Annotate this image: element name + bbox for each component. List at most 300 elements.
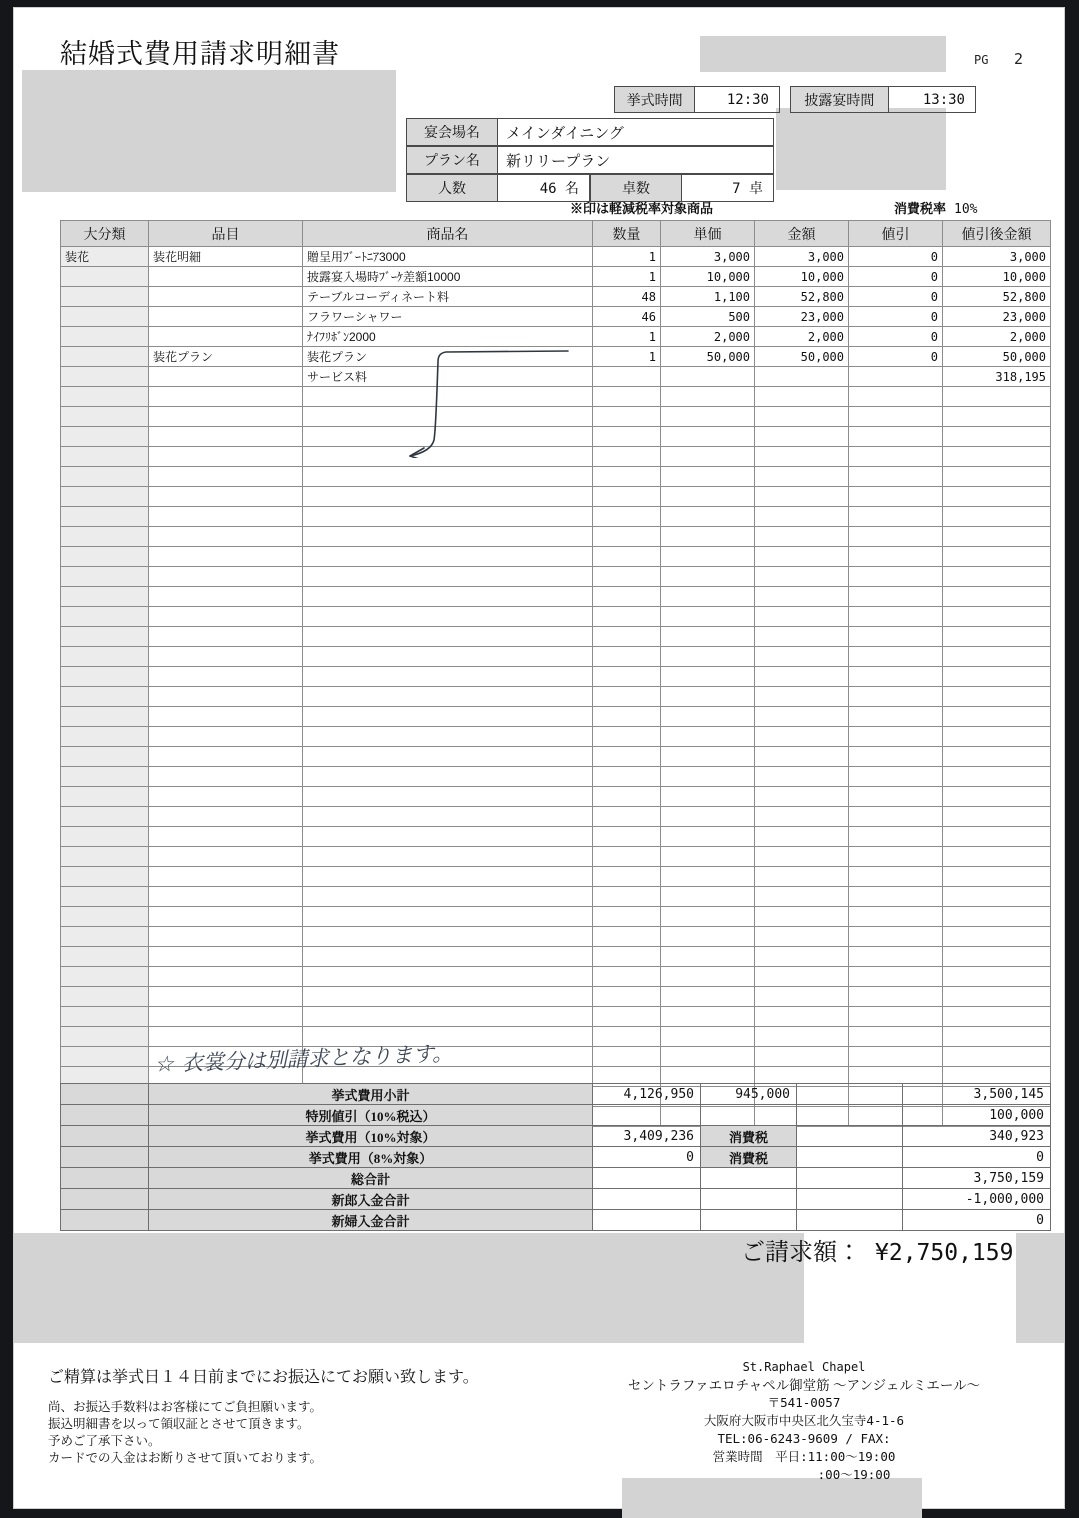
cell-empty — [593, 627, 661, 647]
cell-empty — [755, 447, 849, 467]
cell-empty — [943, 747, 1051, 767]
cell-product: サービス料 — [303, 367, 593, 387]
cell-empty — [943, 707, 1051, 727]
handwritten-star: ☆ — [153, 1051, 175, 1078]
cell-empty — [661, 627, 755, 647]
col-category: 大分類 — [61, 221, 149, 247]
page-title: 結婚式費用請求明細書 — [60, 39, 340, 69]
totals-row-label-pad — [61, 1189, 149, 1210]
cell-empty — [61, 767, 149, 787]
cell-empty — [61, 687, 149, 707]
items-table-header-row — [61, 221, 1051, 247]
cell-empty — [755, 887, 849, 907]
table-row — [61, 307, 1051, 327]
cell-empty — [593, 907, 661, 927]
table-row-empty — [61, 927, 1051, 947]
cell-empty — [755, 427, 849, 447]
cell-empty — [661, 387, 755, 407]
cell-empty — [661, 687, 755, 707]
cell-qty: 1 — [593, 267, 661, 287]
cell-after-discount: 52,800 — [943, 287, 1051, 307]
table-row-empty — [61, 587, 1051, 607]
cell-empty — [849, 767, 943, 787]
footer-notice-line: カードでの入金はお断りさせて頂いております。 — [48, 1451, 323, 1465]
cell-empty — [61, 807, 149, 827]
totals-row-value-3: 0 — [903, 1210, 1051, 1231]
table-row-empty — [61, 487, 1051, 507]
cell-empty — [661, 707, 755, 727]
cell-empty — [61, 647, 149, 667]
cell-empty — [755, 807, 849, 827]
totals-row — [61, 1147, 1051, 1168]
cell-empty — [149, 607, 303, 627]
cell-empty — [149, 727, 303, 747]
cell-empty — [661, 867, 755, 887]
table-row-empty — [61, 767, 1051, 787]
cell-empty — [303, 667, 593, 687]
cell-empty — [943, 987, 1051, 1007]
totals-row-value-1: 4,126,950 — [593, 1084, 701, 1105]
totals-row-label: 挙式費用（8%対象） — [149, 1147, 593, 1168]
cell-empty — [661, 727, 755, 747]
cell-empty — [849, 1027, 943, 1047]
cell-empty — [149, 627, 303, 647]
cell-empty — [943, 627, 1051, 647]
cell-item — [149, 267, 303, 287]
cell-empty — [149, 407, 303, 427]
field-guest-count-label: 人数 — [407, 175, 498, 201]
cell-empty — [149, 967, 303, 987]
field-table-count-label: 卓数 — [591, 175, 682, 201]
cell-empty — [149, 387, 303, 407]
cell-empty — [61, 947, 149, 967]
cell-empty — [849, 827, 943, 847]
cell-empty — [303, 547, 593, 567]
totals-row-label-pad — [61, 1210, 149, 1231]
cell-empty — [149, 687, 303, 707]
cell-empty — [593, 667, 661, 687]
cell-empty — [593, 487, 661, 507]
cell-empty — [849, 847, 943, 867]
totals-row-middle — [701, 1189, 797, 1210]
cell-empty — [149, 827, 303, 847]
totals-row-value-1 — [593, 1210, 701, 1231]
cell-empty — [849, 787, 943, 807]
field-banquet-hall-label: 宴会場名 — [407, 119, 498, 145]
field-guest-count — [406, 174, 590, 202]
totals-row-label-pad — [61, 1168, 149, 1189]
cell-empty — [593, 567, 661, 587]
cell-empty — [149, 427, 303, 447]
cell-empty — [943, 907, 1051, 927]
cell-empty — [943, 547, 1051, 567]
cell-discount — [849, 367, 943, 387]
venue-address-line: 大阪府大阪市中央区北久宝寺4-1-6 — [703, 1413, 905, 1428]
cell-empty — [303, 567, 593, 587]
totals-row-label: 総合計 — [149, 1168, 593, 1189]
redaction-block-footer — [622, 1478, 922, 1518]
cell-empty — [661, 847, 755, 867]
cell-empty — [943, 587, 1051, 607]
items-table — [60, 220, 1051, 1127]
cell-empty — [303, 807, 593, 827]
table-row-empty — [61, 687, 1051, 707]
cell-empty — [61, 507, 149, 527]
cell-empty — [849, 507, 943, 527]
cell-empty — [661, 1027, 755, 1047]
cell-empty — [593, 927, 661, 947]
tax-rate-value: 10% — [954, 202, 978, 217]
cell-empty — [755, 847, 849, 867]
cell-empty — [661, 527, 755, 547]
totals-row-value-2 — [797, 1126, 903, 1147]
cell-empty — [755, 787, 849, 807]
totals-row — [61, 1189, 1051, 1210]
col-amount: 金額 — [755, 221, 849, 247]
cell-empty — [755, 387, 849, 407]
cell-empty — [849, 627, 943, 647]
cell-empty — [661, 447, 755, 467]
totals-row-middle — [701, 1210, 797, 1231]
cell-empty — [303, 427, 593, 447]
cell-empty — [303, 727, 593, 747]
field-ceremony-time — [614, 86, 780, 113]
cell-empty — [593, 647, 661, 667]
totals-row-value-2 — [797, 1084, 903, 1105]
cell-empty — [149, 467, 303, 487]
totals-row-middle — [701, 1105, 797, 1126]
cell-after-discount: 50,000 — [943, 347, 1051, 367]
cell-empty — [61, 667, 149, 687]
billed-amount-label: ご請求額： — [741, 1240, 861, 1266]
cell-empty — [303, 707, 593, 727]
cell-empty — [943, 1047, 1051, 1067]
totals-row-value-1: 0 — [593, 1147, 701, 1168]
invoice-page — [14, 8, 1064, 1508]
cell-empty — [303, 507, 593, 527]
totals-row-value-3: 3,750,159 — [903, 1168, 1051, 1189]
cell-empty — [943, 607, 1051, 627]
cell-empty — [849, 887, 943, 907]
cell-discount: 0 — [849, 247, 943, 267]
cell-empty — [755, 1007, 849, 1027]
cell-item — [149, 367, 303, 387]
cell-item — [149, 327, 303, 347]
cell-qty: 46 — [593, 307, 661, 327]
footer-notice-main: ご精算は挙式日１４日前までにお振込にてお願い致します。 — [48, 1369, 479, 1386]
cell-empty — [149, 847, 303, 867]
cell-discount: 0 — [849, 267, 943, 287]
cell-empty — [849, 607, 943, 627]
cell-empty — [661, 407, 755, 427]
cell-empty — [303, 607, 593, 627]
cell-empty — [61, 727, 149, 747]
cell-empty — [755, 687, 849, 707]
totals-row-label: 挙式費用小計 — [149, 1084, 593, 1105]
cell-unit-price — [661, 367, 755, 387]
cell-item: 装花プラン — [149, 347, 303, 367]
cell-empty — [149, 527, 303, 547]
totals-row-label-pad — [61, 1126, 149, 1147]
table-row-empty — [61, 807, 1051, 827]
cell-empty — [849, 407, 943, 427]
cell-empty — [303, 387, 593, 407]
col-unit-price: 単価 — [661, 221, 755, 247]
cell-empty — [755, 527, 849, 547]
venue-name-jp: セントラファエロチャペル御堂筋 ～アンジェルミエール～ — [627, 1378, 981, 1393]
cell-unit-price: 3,000 — [661, 247, 755, 267]
cell-empty — [849, 647, 943, 667]
footer-notice-line: 尚、お振込手数料はお客様にてご負担願います。 — [48, 1400, 323, 1414]
cell-empty — [303, 407, 593, 427]
totals-row-value-1 — [593, 1168, 701, 1189]
cell-empty — [943, 427, 1051, 447]
cell-empty — [755, 407, 849, 427]
cell-empty — [303, 687, 593, 707]
table-row-empty — [61, 467, 1051, 487]
cell-discount: 0 — [849, 327, 943, 347]
cell-category — [61, 287, 149, 307]
cell-empty — [943, 787, 1051, 807]
cell-empty — [849, 747, 943, 767]
cell-empty — [593, 387, 661, 407]
venue-name-en: St.Raphael Chapel — [742, 1360, 866, 1374]
cell-empty — [661, 747, 755, 767]
cell-empty — [943, 767, 1051, 787]
cell-empty — [943, 827, 1051, 847]
cell-empty — [943, 1027, 1051, 1047]
cell-empty — [593, 687, 661, 707]
venue-address-line: :00～19:00 — [717, 1467, 891, 1482]
cell-empty — [661, 1047, 755, 1067]
cell-empty — [61, 907, 149, 927]
cell-empty — [61, 447, 149, 467]
cell-empty — [303, 947, 593, 967]
cell-empty — [661, 927, 755, 947]
table-row-empty — [61, 787, 1051, 807]
cell-empty — [593, 1047, 661, 1067]
col-product: 商品名 — [303, 221, 593, 247]
cell-empty — [943, 527, 1051, 547]
cell-empty — [149, 707, 303, 727]
cell-empty — [943, 807, 1051, 827]
cell-empty — [61, 787, 149, 807]
venue-address — [594, 1394, 1014, 1484]
cell-empty — [303, 587, 593, 607]
cell-qty: 1 — [593, 347, 661, 367]
cell-empty — [943, 667, 1051, 687]
table-row — [61, 367, 1051, 387]
cell-empty — [303, 787, 593, 807]
cell-empty — [593, 967, 661, 987]
cell-empty — [661, 807, 755, 827]
cell-discount: 0 — [849, 347, 943, 367]
cell-empty — [661, 467, 755, 487]
cell-item — [149, 287, 303, 307]
cell-category — [61, 367, 149, 387]
cell-empty — [149, 587, 303, 607]
cell-empty — [755, 507, 849, 527]
field-reception-time-label: 披露宴時間 — [791, 87, 889, 112]
cell-empty — [303, 487, 593, 507]
cell-empty — [661, 607, 755, 627]
cell-empty — [755, 467, 849, 487]
cell-empty — [61, 387, 149, 407]
cell-empty — [303, 647, 593, 667]
cell-amount: 50,000 — [755, 347, 849, 367]
cell-unit-price: 1,100 — [661, 287, 755, 307]
cell-amount: 23,000 — [755, 307, 849, 327]
cell-empty — [593, 587, 661, 607]
totals-row-value-1 — [593, 1189, 701, 1210]
field-guest-count-value: 46 名 — [539, 181, 579, 197]
cell-empty — [755, 827, 849, 847]
field-banquet-hall-value: メインダイニング — [506, 125, 624, 142]
cell-empty — [755, 927, 849, 947]
cell-empty — [849, 387, 943, 407]
cell-empty — [943, 947, 1051, 967]
cell-empty — [849, 547, 943, 567]
cell-empty — [149, 867, 303, 887]
totals-row-value-1 — [593, 1105, 701, 1126]
table-row-empty — [61, 987, 1051, 1007]
field-plan-name-label: プラン名 — [407, 147, 498, 173]
cell-empty — [849, 867, 943, 887]
cell-empty — [849, 707, 943, 727]
redaction-block-mid-right-1 — [776, 108, 946, 190]
totals-row-label-pad — [61, 1084, 149, 1105]
cell-empty — [661, 1007, 755, 1027]
cell-empty — [661, 547, 755, 567]
cell-empty — [661, 907, 755, 927]
cell-empty — [943, 447, 1051, 467]
cell-empty — [593, 607, 661, 627]
cell-empty — [943, 847, 1051, 867]
cell-empty — [661, 827, 755, 847]
cell-qty — [593, 367, 661, 387]
cell-after-discount: 23,000 — [943, 307, 1051, 327]
footer-notice-line: 振込明細書を以って領収証とさせて頂きます。 — [48, 1417, 310, 1431]
cell-amount: 10,000 — [755, 267, 849, 287]
cell-empty — [943, 507, 1051, 527]
cell-empty — [61, 987, 149, 1007]
table-row — [61, 347, 1051, 367]
totals-row-value-3: 100,000 — [903, 1105, 1051, 1126]
table-row-empty — [61, 447, 1051, 467]
cell-empty — [61, 627, 149, 647]
footer-notice — [48, 1364, 479, 1467]
items-table-body — [61, 247, 1051, 1127]
cell-category — [61, 327, 149, 347]
cell-empty — [661, 947, 755, 967]
cell-empty — [61, 527, 149, 547]
table-row-empty — [61, 667, 1051, 687]
cell-empty — [61, 867, 149, 887]
field-plan-name-value: 新リリープラン — [506, 153, 611, 170]
cell-empty — [943, 387, 1051, 407]
totals-row-label: 新婦入金合計 — [149, 1210, 593, 1231]
cell-empty — [149, 807, 303, 827]
totals-row-value-3: 3,500,145 — [903, 1084, 1051, 1105]
tax-rate-label: 消費税率 — [894, 201, 947, 216]
cell-empty — [755, 727, 849, 747]
cell-empty — [303, 467, 593, 487]
cell-empty — [61, 967, 149, 987]
cell-empty — [61, 827, 149, 847]
cell-unit-price: 500 — [661, 307, 755, 327]
totals-row-value-3: 340,923 — [903, 1126, 1051, 1147]
cell-unit-price: 10,000 — [661, 267, 755, 287]
cell-empty — [593, 727, 661, 747]
cell-empty — [303, 1007, 593, 1027]
col-qty: 数量 — [593, 221, 661, 247]
cell-empty — [849, 567, 943, 587]
cell-empty — [849, 947, 943, 967]
cell-qty: 48 — [593, 287, 661, 307]
cell-empty — [849, 427, 943, 447]
field-reception-time — [790, 86, 976, 113]
cell-empty — [849, 727, 943, 747]
cell-unit-price: 2,000 — [661, 327, 755, 347]
table-row-empty — [61, 907, 1051, 927]
cell-category — [61, 307, 149, 327]
totals-row-middle: 消費税 — [701, 1126, 797, 1147]
table-row-empty — [61, 727, 1051, 747]
table-row-empty — [61, 947, 1051, 967]
cell-empty — [661, 987, 755, 1007]
cell-product: 披露宴入場時ﾌﾞｰｹ差額10000 — [303, 267, 593, 287]
cell-empty — [755, 747, 849, 767]
cell-empty — [149, 487, 303, 507]
cell-discount: 0 — [849, 287, 943, 307]
col-discount: 値引 — [849, 221, 943, 247]
footer-venue — [594, 1360, 1014, 1484]
cell-item — [149, 307, 303, 327]
cell-empty — [755, 607, 849, 627]
cell-empty — [303, 747, 593, 767]
cell-empty — [593, 787, 661, 807]
cell-empty — [943, 567, 1051, 587]
totals-row — [61, 1210, 1051, 1231]
cell-empty — [303, 927, 593, 947]
cell-empty — [755, 487, 849, 507]
cell-product: ﾅｲﾌﾘﾎﾞﾝ2000 — [303, 327, 593, 347]
cell-empty — [849, 967, 943, 987]
cell-empty — [943, 467, 1051, 487]
totals-table-body — [61, 1084, 1051, 1231]
cell-category — [61, 267, 149, 287]
cell-empty — [849, 987, 943, 1007]
cell-empty — [61, 1047, 149, 1067]
page-label: PG — [974, 53, 989, 67]
cell-empty — [303, 867, 593, 887]
redaction-block-bottom-right — [1016, 1233, 1064, 1343]
cell-empty — [755, 667, 849, 687]
cell-empty — [303, 887, 593, 907]
table-row — [61, 287, 1051, 307]
cell-empty — [943, 927, 1051, 947]
cell-amount: 3,000 — [755, 247, 849, 267]
cell-empty — [149, 947, 303, 967]
cell-empty — [593, 507, 661, 527]
cell-empty — [661, 787, 755, 807]
billed-amount-value: ¥2,750,159 — [875, 1240, 1014, 1266]
field-banquet-hall — [406, 118, 774, 146]
cell-empty — [61, 487, 149, 507]
table-row-empty — [61, 607, 1051, 627]
cell-amount — [755, 367, 849, 387]
totals-row — [61, 1168, 1051, 1189]
